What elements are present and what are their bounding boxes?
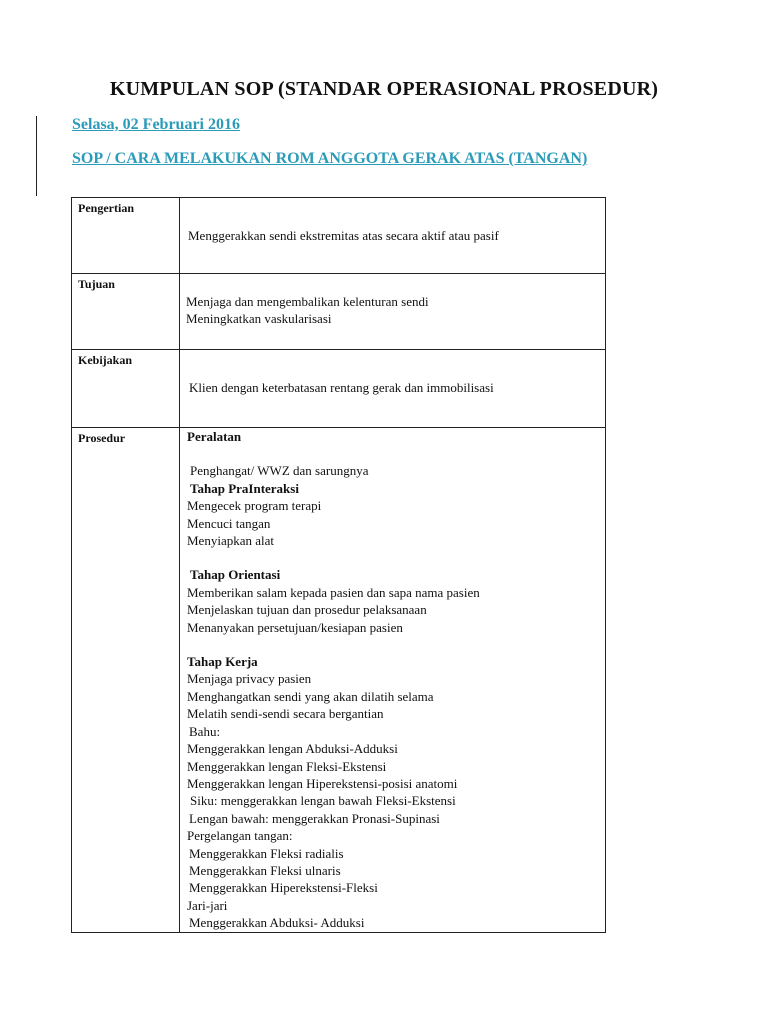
- kerja-item: Menggerakkan Hiperekstensi-Fleksi: [189, 880, 378, 896]
- page-title: KUMPULAN SOP (STANDAR OPERASIONAL PROSEDUR): [109, 78, 659, 100]
- tujuan-item: Meningkatkan vaskularisasi: [186, 311, 332, 327]
- section-heading-peralatan: Peralatan: [187, 429, 242, 444]
- kerja-item: Menggerakkan lengan Abduksi-Adduksi: [187, 741, 398, 757]
- row-label-kebijakan: Kebijakan: [72, 350, 180, 428]
- prainteraksi-item: Menyiapkan alat: [187, 533, 274, 549]
- prainteraksi-item: Mencuci tangan: [187, 515, 271, 531]
- orientasi-item: Menanyakan persetujuan/kesiapan pasien: [187, 619, 403, 635]
- kerja-item: Menggerakkan lengan Hiperekstensi-posisi anatomi: [187, 775, 458, 791]
- kerja-item: Menggerakkan Fleksi radialis: [189, 845, 344, 861]
- kerja-item: Siku: menggerakkan lengan bawah Fleksi-Ekstensi: [190, 793, 456, 809]
- section-heading-kerja: Tahap Kerja: [187, 654, 258, 670]
- sop-table: [71, 197, 606, 933]
- kerja-item: Menjaga privacy pasien: [187, 671, 312, 687]
- section-heading-orientasi: Tahap Orientasi: [190, 567, 281, 583]
- pengertian-text: Menggerakkan sendi ekstremitas atas secara aktif atau pasif: [188, 228, 499, 243]
- row-label-pengertian: Pengertian: [72, 198, 180, 274]
- kerja-item: Menggerakkan Fleksi ulnaris: [189, 862, 341, 878]
- sop-title-link[interactable]: SOP / CARA MELAKUKAN ROM ANGGOTA GERAK ATAS (TANGAN): [72, 150, 588, 167]
- kebijakan-text: Klien dengan keterbatasan rentang gerak dan immobilisasi: [189, 380, 494, 395]
- kerja-item: Menghangatkan sendi yang akan dilatih selama: [187, 688, 434, 704]
- table-row-tujuan: [72, 274, 606, 350]
- table-row-kebijakan: [72, 350, 606, 428]
- orientasi-item: Menjelaskan tujuan dan prosedur pelaksanaan: [187, 602, 427, 618]
- tujuan-item: Menjaga dan mengembalikan kelenturan sendi: [186, 294, 429, 309]
- kerja-item: Jari-jari: [187, 897, 228, 913]
- row-label-tujuan: Tujuan: [72, 274, 180, 350]
- kerja-item: Pergelangan tangan:: [187, 828, 293, 844]
- kerja-item: Lengan bawah: menggerakkan Pronasi-Supinasi: [189, 810, 440, 826]
- row-label-prosedur: Prosedur: [72, 428, 180, 933]
- kerja-item: Menggerakkan lengan Fleksi-Ekstensi: [187, 758, 387, 774]
- table-row-pengertian: [72, 198, 606, 274]
- peralatan-item: Penghangat/ WWZ dan sarungnya: [190, 463, 369, 479]
- kerja-item: Melatih sendi-sendi secara bergantian: [187, 706, 384, 722]
- table-row-prosedur: [72, 428, 606, 933]
- section-heading-prainteraksi: Tahap PraInteraksi: [190, 480, 299, 496]
- prainteraksi-item: Mengecek program terapi: [187, 498, 322, 514]
- kerja-item: Menggerakkan Abduksi- Adduksi: [189, 915, 365, 931]
- post-date-link[interactable]: Selasa, 02 Februari 2016: [72, 116, 240, 133]
- margin-rule: [36, 116, 37, 196]
- kerja-item: Bahu:: [189, 723, 221, 739]
- orientasi-item: Memberikan salam kepada pasien dan sapa nama pasien: [187, 584, 480, 600]
